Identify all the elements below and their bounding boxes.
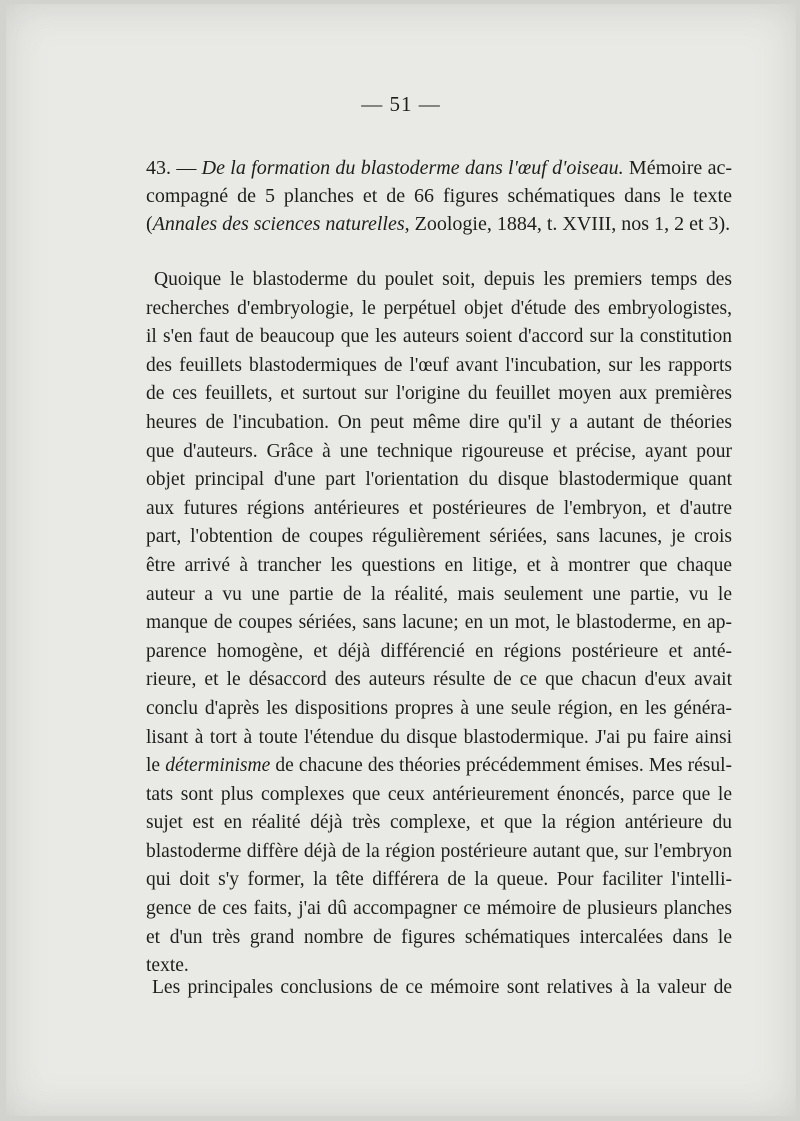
entry-number: 43. — (146, 157, 197, 179)
paragraph-line: lisant à tort à toute l'étendue du disque blastodermique. J'ai pu faire ainsi (146, 726, 732, 748)
paragraph-line: part, l'obtention de coupes régulièrement sériées, sans lacunes, je crois (146, 526, 732, 548)
paragraph-line: manque de coupes sériées, sans lacune; en un mot, le blastoderme, en ap- (146, 612, 732, 634)
paragraph-line: recherches d'embryologie, le perpétuel objet d'étude des embryologistes, (146, 297, 732, 319)
paragraph-line: blastoderme diffère déjà de la région postérieure autant que, sur l'embryon (146, 840, 732, 862)
paragraph-line-with-italic (146, 752, 732, 781)
paragraph-line: heures de l'incubation. On peut même dire qu'il y a autant de théories (146, 411, 732, 433)
paragraph-line: Quoique le blastoderme du poulet soit, depuis les premiers temps des (154, 269, 732, 290)
paragraph-line: texte. (146, 955, 189, 977)
paragraph-line: auteur a vu une partie de la réalité, mais seulement une partie, vu le (146, 583, 732, 605)
entry-description: Mémoire ac- (623, 157, 732, 179)
journal-name: Annales des sciences naturelles (152, 213, 405, 235)
entry-heading (146, 154, 732, 238)
paragraph-line: être arrivé à trancher les questions en litige, et à montrer que chaque (146, 554, 732, 576)
citation-details: , Zoologie, 1884, t. XVIII, nos 1, 2 et 3). (404, 213, 731, 235)
paragraph-line: gence de ces faits, j'ai dû accompagner ce mémoire de plusieurs planches (146, 898, 732, 920)
paragraph-line: rieure, et le désaccord des auteurs résulte de ce que chacun d'eux avait (146, 669, 732, 691)
paragraph-line: tats sont plus complexes que ceux antérieurement énoncés, parce que le (146, 783, 732, 805)
paragraph-line: que d'auteurs. Grâce à une technique rigoureuse et précise, ayant pour (146, 440, 732, 462)
line-text: de chacune des théories précédemment émises. Mes résul- (270, 755, 732, 777)
paragraph-line: aux futures régions antérieures et postérieures de l'embryon, et d'autre (146, 497, 732, 519)
italic-term: déterminisme (165, 755, 271, 777)
entry-description-line-2: compagné de 5 planches et de 66 figures schématiques dans le texte (146, 185, 732, 207)
page-number: — 51 — (361, 92, 441, 116)
paragraph-line: qui doit s'y former, la tête différera de la queue. Pour faciliter l'intelli- (146, 869, 732, 891)
paragraph-line: des feuillets blastodermiques de l'œuf avant l'incubation, sur les rapports (146, 354, 732, 376)
line-text: le (146, 755, 166, 777)
paragraph-line: de ces feuillets, et surtout sur l'origine du feuillet moyen aux premières (146, 383, 732, 405)
paragraph-line: il s'en faut de beaucoup que les auteurs soient d'accord sur la constitution (146, 326, 732, 348)
paragraph-line: sujet est en réalité déjà très complexe, et que la région antérieure du (146, 812, 732, 834)
paragraph-line: et d'un très grand nombre de figures schématiques intercalées dans le (146, 926, 732, 948)
entry-title: De la formation du blastoderme dans l'œuf d'oiseau. (201, 157, 624, 179)
closing-line: Les principales conclusions de ce mémoire sont relatives à la valeur de (152, 977, 732, 998)
paragraph-line: conclu d'après les dispositions propres à une seule région, en les généra- (146, 697, 732, 719)
paragraph-line: objet principal d'une part l'orientation du disque blastodermique quant (146, 469, 732, 491)
entry-paren: ( (146, 213, 153, 235)
scanned-page (6, 4, 796, 1116)
paragraph-line: parence homogène, et déjà différencié en régions postérieure et anté- (146, 640, 732, 662)
body-paragraph (146, 266, 732, 981)
